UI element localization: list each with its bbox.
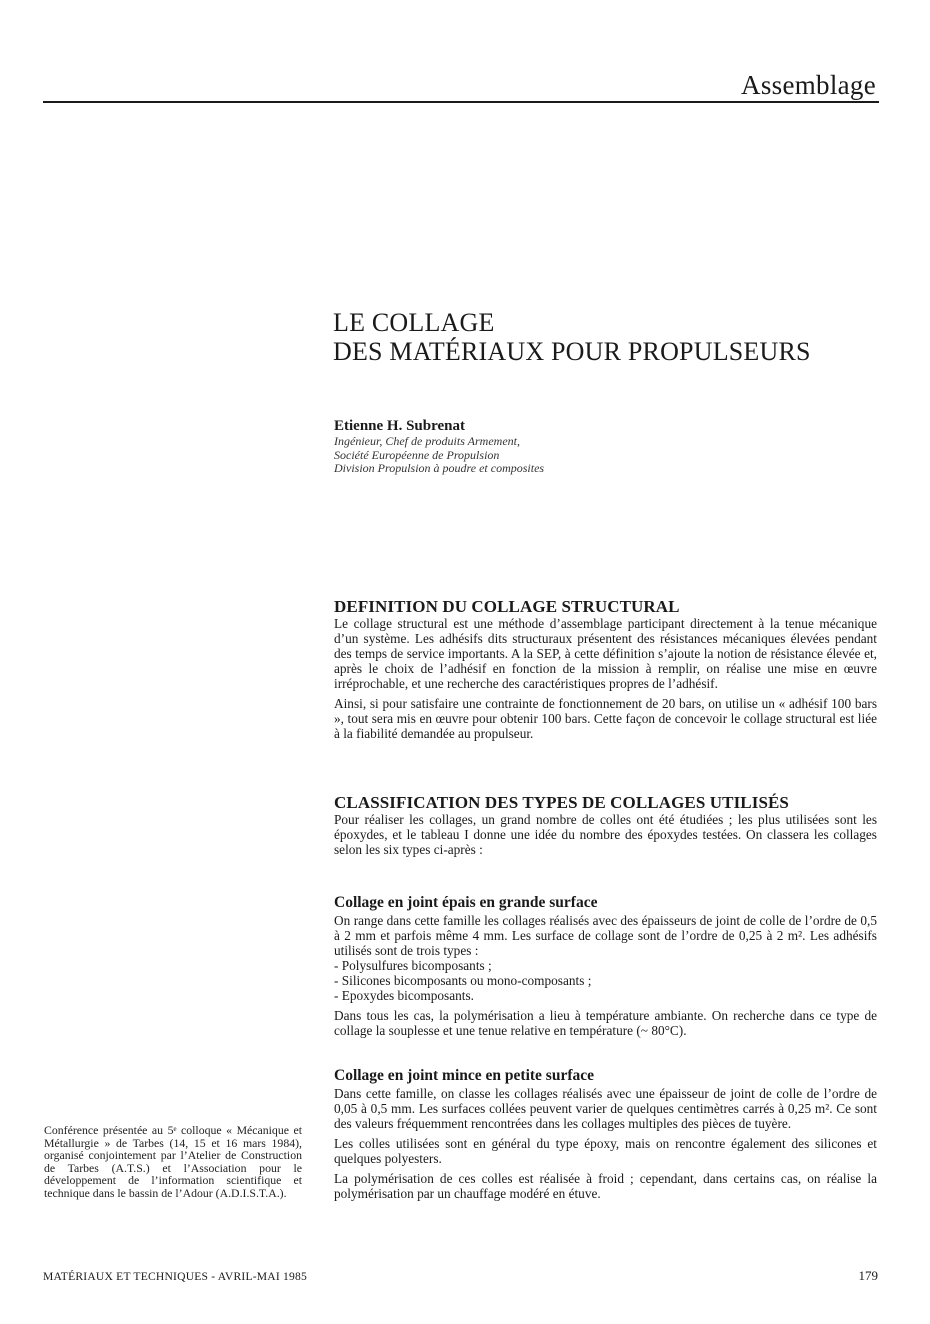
paragraph: La polymérisation de ces colles est réalisée à froid ; cependant, dans certains cas, on réalise la polymérisation par un chauffage modéré en étuve. <box>334 1171 877 1201</box>
section-classification <box>334 793 877 862</box>
article-title <box>333 308 811 366</box>
section-heading: DEFINITION DU COLLAGE STRUCTURAL <box>334 597 680 616</box>
footer-journal: MATÉRIAUX ET TECHNIQUES - AVRIL-MAI 1985 <box>43 1270 308 1283</box>
subsection-heading: Collage en joint épais en grande surface <box>334 894 598 911</box>
title-line-2: DES MATÉRIAUX POUR PROPULSEURS <box>333 337 811 366</box>
author-name: Etienne H. Subrenat <box>334 418 465 434</box>
adhesive-list <box>334 958 877 1003</box>
paragraph: Dans tous les cas, la polymérisation a lieu à température ambiante. On recherche dans ce type de collage la souplesse et une tenue relative en température (~ 80°C). <box>334 1008 877 1038</box>
list-item: - Silicones bicomposants ou mono-composants ; <box>334 973 592 988</box>
affiliation-line-1: Ingénieur, Chef de produits Armement, <box>334 434 520 448</box>
paragraph: Le collage structural est une méthode d’assemblage participant directement à la tenue mécanique d’un système. Les adhésifs dits structuraux présentent des résistances mécaniques élevées pendant des temps de service importants. A la SEP, à cette définition s’ajoute la notion de résistance élevée et, après le choix de l’adhésif en fonction de la mission à remplir, on réalise une mise en œuvre irréprochable, et une recherche des caractéristiques propres de l’adhésif. <box>334 616 877 691</box>
title-line-1: LE COLLAGE <box>333 308 495 337</box>
paragraph: Dans cette famille, on classe les collages réalisés avec une épaisseur de joint de colle de l’ordre de 0,05 à 0,5 mm. Les surfaces collées peuvent varier de quelques centimètres carrés à 0,25 m². Ce sont des valeurs fréquemment rencontrées dans les collages multiples des pièces de tuyère. <box>334 1086 877 1131</box>
subsection-thin-joint <box>334 1067 877 1206</box>
paragraph: On range dans cette famille les collages réalisés avec des épaisseurs de joint de colle de l’ordre de 0,5 à 2 mm et parfois même 4 mm. Les surface de collage sont de l’ordre de 0,25 à 2 m². Les adhésifs utilisés sont de trois types : <box>334 913 877 958</box>
section-heading: CLASSIFICATION DES TYPES DE COLLAGES UTILISÉS <box>334 793 789 812</box>
author-block <box>334 417 874 476</box>
affiliation-line-3: Division Propulsion à poudre et composites <box>334 461 545 475</box>
affiliation-line-2: Société Européenne de Propulsion <box>334 447 500 462</box>
subsection-thick-joint <box>334 894 877 1043</box>
paragraph: Les colles utilisées sont en général du type époxy, mais on rencontre également des silicones et quelques polyesters. <box>334 1136 877 1166</box>
conference-note: Conférence présentée au 5ᵉ colloque « Mécanique et Métallurgie » de Tarbes (14, 15 et 16 mars 1984), organisé conjointement par l’Atelier de Construction de Tarbes (A.T.S.) et l’Association pour le développement de l’information scientifique et technique dans le bassin de l’Adour (A.D.I.S.T.A.). <box>44 1123 302 1200</box>
page-number: 179 <box>858 1268 878 1283</box>
list-item: - Polysulfures bicomposants ; <box>334 958 492 973</box>
section-definition <box>334 597 877 746</box>
paragraph: Pour réaliser les collages, un grand nombre de colles ont été étudiées ; les plus utilisées sont les époxydes, et le tableau I donne une idée du nombre des époxydes testées. On classera les collages selon les six types ci-après : <box>334 812 877 857</box>
paragraph: Ainsi, si pour satisfaire une contrainte de fonctionnement de 20 bars, on utilise un « adhésif 100 bars », tout sera mis en œuvre pour obtenir 100 bars. Cette façon de concevoir le collage structural est liée à la fiabilité demandée au propulseur. <box>334 696 877 741</box>
subsection-heading: Collage en joint mince en petite surface <box>334 1067 594 1084</box>
header-rule <box>43 101 879 103</box>
list-item: - Epoxydes bicomposants. <box>334 988 474 1003</box>
section-header: Assemblage <box>741 70 876 100</box>
